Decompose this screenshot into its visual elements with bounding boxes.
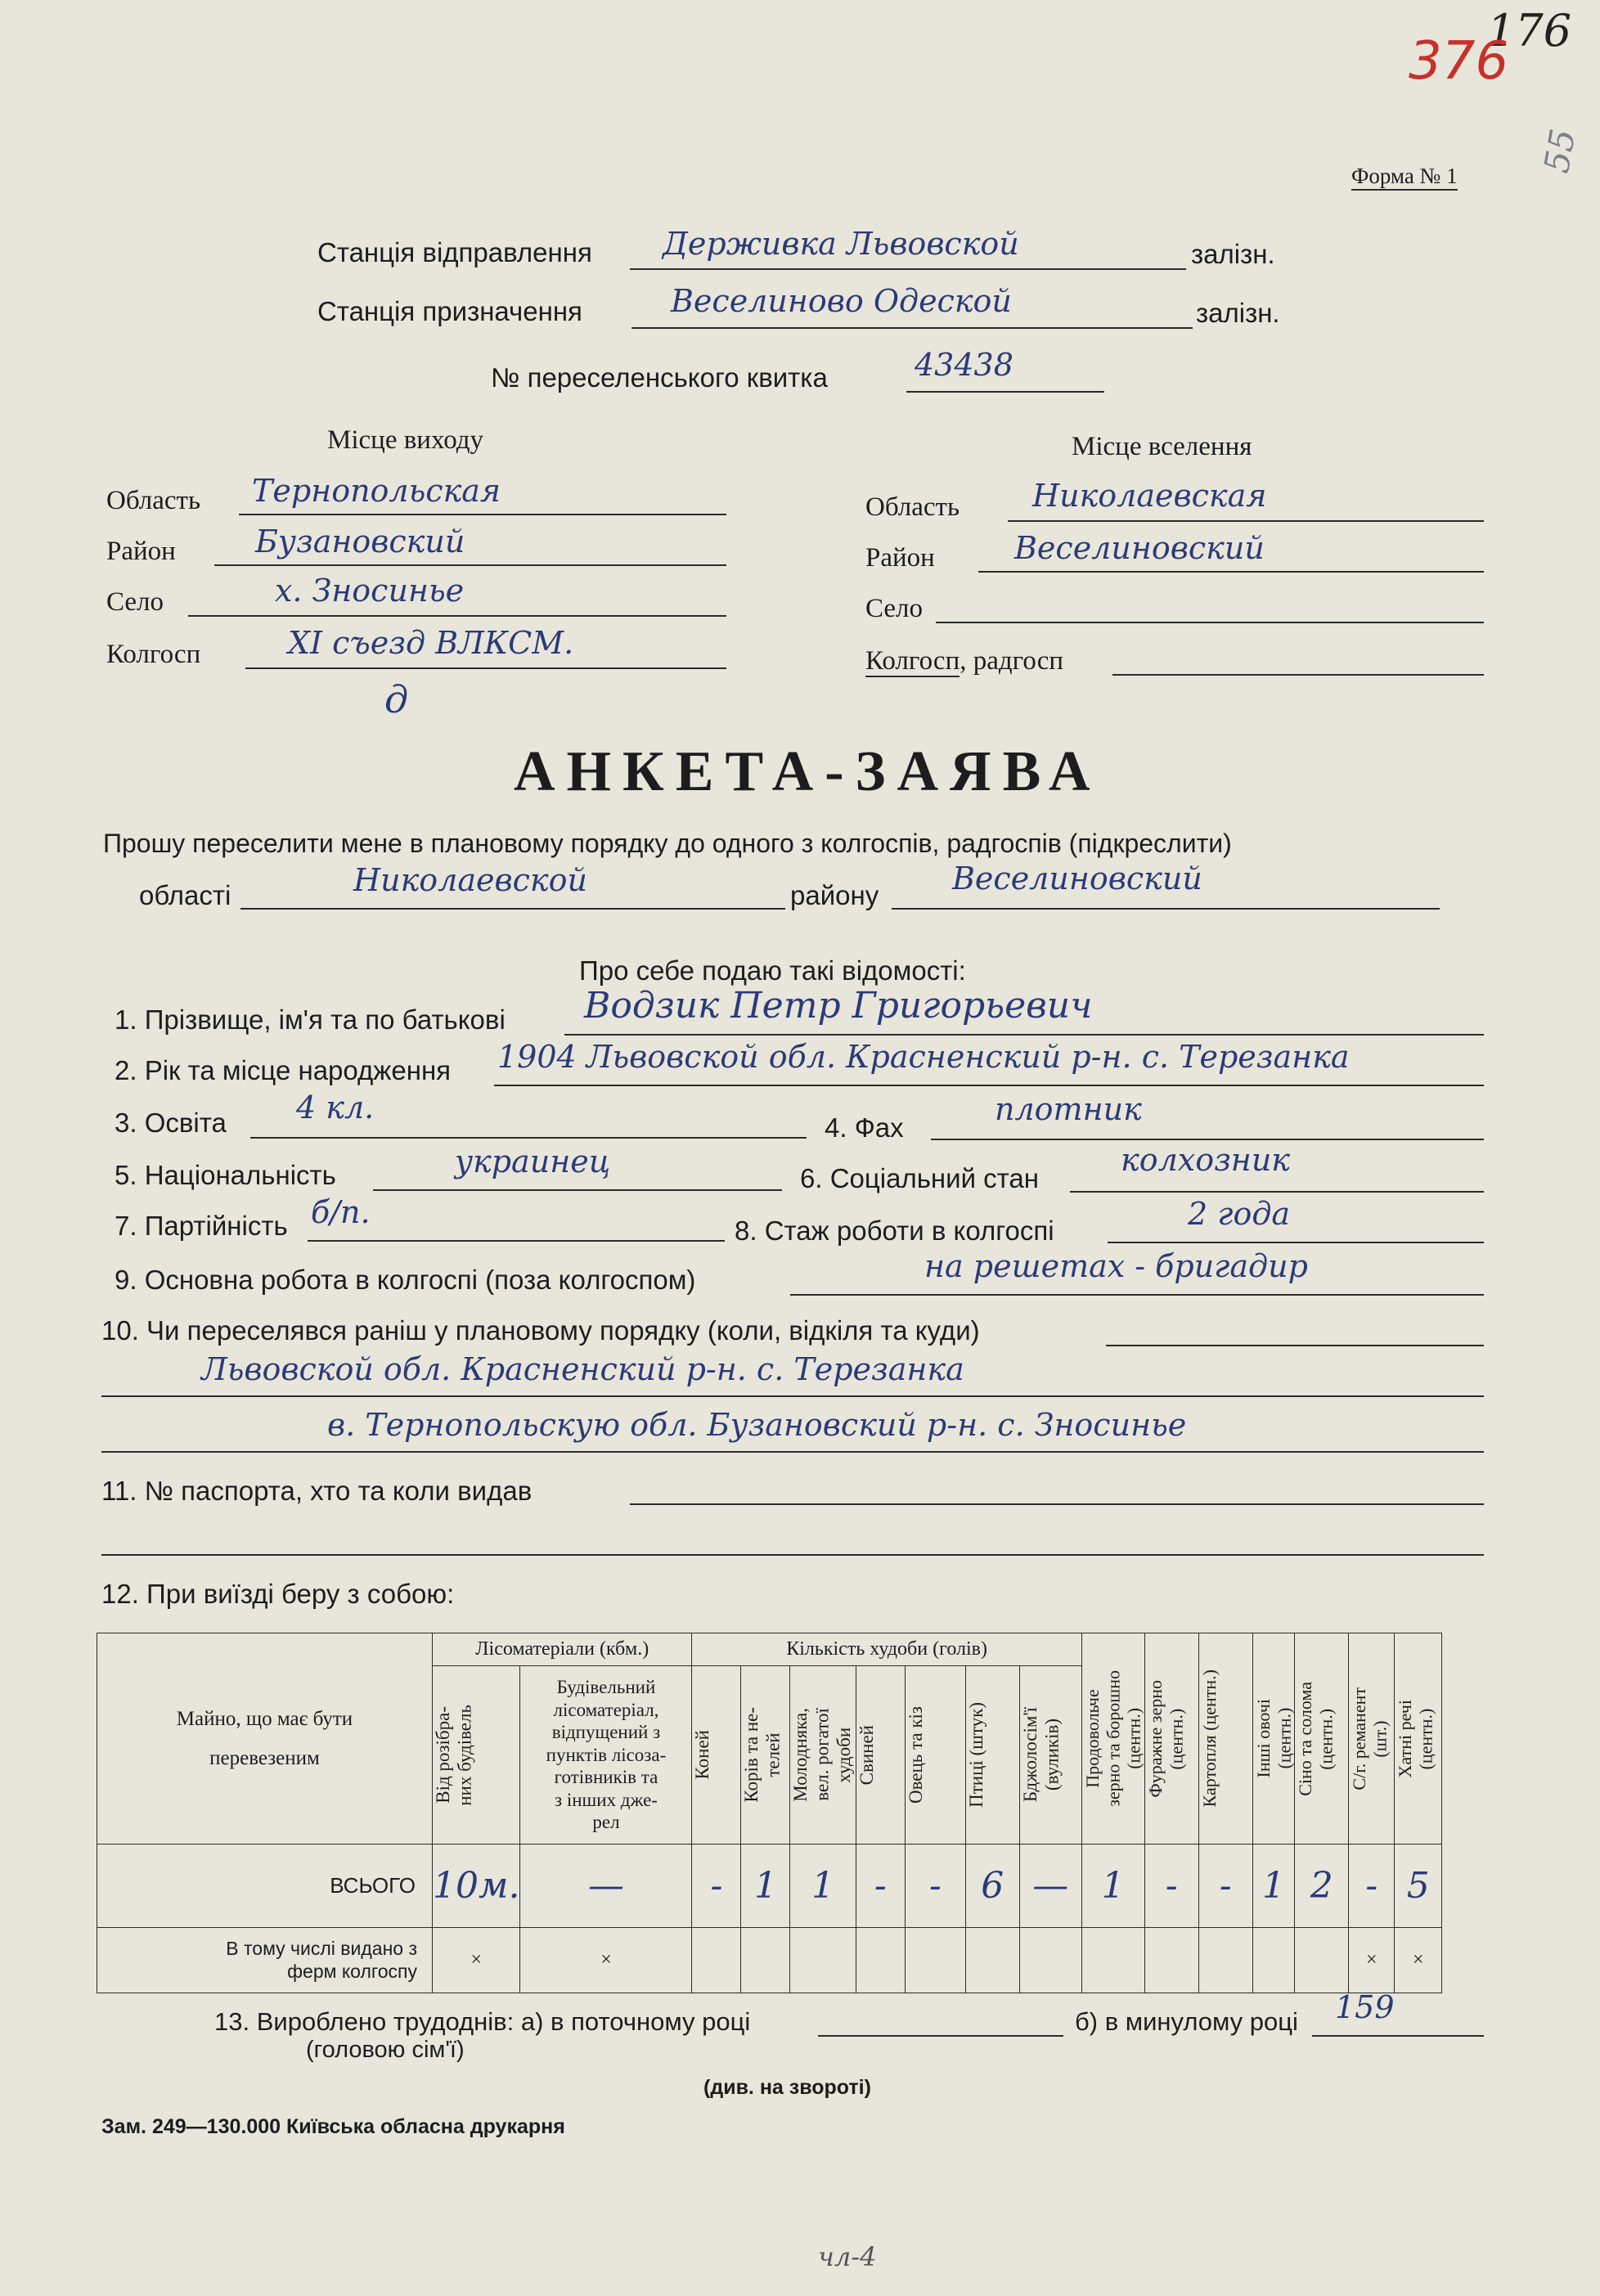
- field10-line2: в. Тернопольскую обл. Бузановский р-н. с. Зносинье: [327, 1407, 1187, 1443]
- settle-oblast-label: Область: [865, 492, 960, 522]
- destination-rail-suffix: залізн.: [1196, 298, 1280, 328]
- settle-radhosp-label: , радгосп: [960, 646, 1064, 676]
- field5-value: украинец: [455, 1144, 611, 1179]
- total-cell: 10м.: [433, 1844, 520, 1928]
- col-bees: Бджолосім'ї (вуликів): [1019, 1666, 1081, 1844]
- settle-raion-value: Веселиновский: [1014, 530, 1265, 566]
- field11-label: 11. № паспорта, хто та коли видав: [101, 1476, 533, 1506]
- field10-label: 10. Чи переселявся раніш у плановому порядку (коли, відкіля та куди): [101, 1315, 980, 1346]
- field9-label: 9. Основна робота в колгоспі (поза колгоспом): [115, 1265, 696, 1295]
- workdays-label: 13. Вироблено трудоднів: а) в поточному році: [214, 2007, 751, 2036]
- archive-number-red: 376: [1409, 31, 1509, 92]
- group-lumber: Лісоматеріали (кбм.): [433, 1633, 692, 1666]
- field6-label: 6. Соціальний стан: [800, 1163, 1039, 1193]
- settle-kolhosp-underlined: Колгосп: [865, 646, 960, 676]
- col-cows: Корів та не- телей: [741, 1666, 790, 1844]
- farm-cell: [1019, 1928, 1081, 1993]
- col-poultry: Птиці (штук): [965, 1666, 1019, 1844]
- field2-label: 2. Рік та місце народження: [115, 1055, 452, 1085]
- col-food-grain: Продовольче зерно та борошно (центн.): [1081, 1633, 1144, 1844]
- settle-oblast-value: Николаевская: [1032, 478, 1267, 514]
- total-cell: -: [905, 1844, 965, 1928]
- farm-cell: [856, 1928, 905, 1993]
- settle-kolhosp-label: [865, 646, 1063, 676]
- request-raion-label: району: [790, 880, 879, 910]
- departure-rail-suffix: залізн.: [1191, 239, 1275, 269]
- exit-selo-value: х. Зносинье: [275, 573, 465, 609]
- field4-label: 4. Фах: [825, 1112, 904, 1143]
- field1-value: Водзик Петр Григорьевич: [584, 985, 1093, 1027]
- settle-selo-label: Село: [865, 594, 924, 623]
- exit-kolhosp-label: Колгосп: [106, 640, 201, 669]
- total-cell: 1: [1252, 1844, 1295, 1928]
- exit-raion-value: Бузановский: [255, 523, 465, 559]
- farm-cell: [965, 1928, 1019, 1993]
- settle-raion-label: Район: [865, 543, 935, 573]
- exit-raion-label: Район: [106, 537, 176, 566]
- total-cell: 5: [1395, 1844, 1442, 1928]
- destination-station-label: Станція призначення: [317, 296, 582, 326]
- total-cell: 1: [1081, 1844, 1144, 1928]
- field10-line1: Львовской обл. Красненский р-н. с. Терезанка: [201, 1351, 964, 1387]
- destination-station-value: Веселиново Одеской: [671, 283, 1012, 319]
- see-back-note: (див. на звороті): [703, 2076, 871, 2099]
- farm-cell: ×: [433, 1928, 520, 1993]
- row-total: [97, 1844, 1442, 1928]
- workdays-prev-label: б) в минулому році: [1075, 2007, 1298, 2036]
- form-number: Форма № 1: [1351, 164, 1458, 191]
- field4-value: плотник: [995, 1091, 1142, 1127]
- belongings-table: [97, 1633, 1442, 1993]
- workdays-sub: (головою сім'ї): [306, 2037, 465, 2063]
- row-total-label: ВСЬОГО: [97, 1844, 433, 1928]
- col-dismantled: Від розібра- них будівель: [433, 1666, 520, 1844]
- column-property: Майно, що має бути перевезеним: [97, 1633, 433, 1844]
- farm-cell: [692, 1928, 741, 1993]
- field2-value: 1904 Львовской обл. Красненский р-н. с. Терезанка: [497, 1039, 1350, 1075]
- farm-cell: [905, 1928, 965, 1993]
- farm-cell: [1198, 1928, 1252, 1993]
- info-heading: Про себе подаю такі відомості:: [579, 955, 966, 986]
- col-horses: Коней: [692, 1666, 741, 1844]
- farm-cell: [790, 1928, 856, 1993]
- col-tools: С/г. реманент (шт.): [1349, 1633, 1395, 1844]
- col-building-lumber: Будівельний лісоматеріал, відпущений з пунктів лісоза- готівників та з інших дже- рел: [520, 1666, 692, 1844]
- field6-value: колхозник: [1121, 1142, 1290, 1178]
- col-sheep: Овець та кіз: [905, 1666, 965, 1844]
- total-cell: -: [1144, 1844, 1198, 1928]
- printer-line: Зам. 249—130.000 Київська обласна друкарня: [101, 2115, 565, 2138]
- farm-cell: [741, 1928, 790, 1993]
- ticket-label: № переселенського квитка: [491, 362, 828, 393]
- field3-value: 4 кл.: [296, 1090, 375, 1126]
- form-title: АНКЕТА-ЗАЯВА: [514, 740, 1102, 803]
- ticket-value: 43438: [915, 347, 1013, 383]
- total-cell: -: [692, 1844, 741, 1928]
- total-cell: -: [1198, 1844, 1252, 1928]
- field3-label: 3. Освіта: [115, 1108, 227, 1138]
- col-young-cattle: Молодняка, вел. рогатої худоби: [790, 1666, 856, 1844]
- col-fodder: Фуражне зерно (центн.): [1144, 1633, 1198, 1844]
- farm-cell: [1295, 1928, 1349, 1993]
- farm-cell: [1081, 1928, 1144, 1993]
- departure-station-label: Станція відправлення: [317, 237, 592, 267]
- request-text: Прошу переселити мене в плановому порядку до одного з колгоспів, радгоспів (підкреслити): [103, 829, 1232, 858]
- row-farm: [97, 1928, 1442, 1993]
- bottom-scribble: чл-4: [818, 2241, 877, 2272]
- total-cell: 1: [790, 1844, 856, 1928]
- field9-value: на решетах - бригадир: [924, 1248, 1308, 1284]
- exit-place-heading: Місце виходу: [327, 425, 484, 455]
- col-vegetables: Інші овочі (центн.): [1252, 1633, 1295, 1844]
- total-cell: —: [1019, 1844, 1081, 1928]
- settle-place-heading: Місце вселення: [1072, 432, 1252, 461]
- total-cell: —: [520, 1844, 692, 1928]
- farm-cell: ×: [1349, 1928, 1395, 1993]
- field7-value: б/п.: [311, 1194, 371, 1230]
- departure-station-value: Держивка Львовской: [663, 226, 1019, 262]
- field1-label: 1. Прізвище, ім'я та по батькові: [115, 1004, 506, 1035]
- col-hay: Сіно та солома (центн.): [1295, 1633, 1349, 1844]
- col-pigs: Свиней: [856, 1666, 905, 1844]
- workdays-prev-value: 159: [1335, 1989, 1395, 2025]
- archive-number-top: 176: [1487, 5, 1572, 56]
- total-cell: 1: [741, 1844, 790, 1928]
- exit-extra-mark: д: [384, 677, 409, 721]
- request-oblast-value: Николаевской: [353, 862, 587, 898]
- farm-cell: [1252, 1928, 1295, 1993]
- field8-value: 2 года: [1188, 1196, 1291, 1232]
- total-cell: 2: [1295, 1844, 1349, 1928]
- farm-cell: [1144, 1928, 1198, 1993]
- request-raion-value: Веселиновский: [952, 860, 1202, 896]
- total-cell: 6: [965, 1844, 1019, 1928]
- request-oblast-label: області: [139, 880, 231, 910]
- col-potato: Картопля (центн.): [1198, 1633, 1252, 1844]
- archive-number-side: 55: [1535, 125, 1584, 177]
- exit-oblast-label: Область: [106, 486, 201, 515]
- col-household: Хатні речі (центн.): [1395, 1633, 1442, 1844]
- total-cell: -: [1349, 1844, 1395, 1928]
- exit-kolhosp-value: ХІ съезд ВЛКСМ.: [288, 625, 574, 661]
- total-cell: -: [856, 1844, 905, 1928]
- farm-cell: ×: [520, 1928, 692, 1993]
- field5-label: 5. Національність: [115, 1160, 336, 1190]
- exit-oblast-value: Тернопольская: [252, 473, 501, 509]
- row-farm-label: В тому числі видано з ферм колгоспу: [97, 1928, 433, 1993]
- field12-label: 12. При виїзді беру з собою:: [101, 1579, 455, 1609]
- group-cattle: Кількість худоби (голів): [692, 1633, 1081, 1666]
- exit-selo-label: Село: [106, 587, 164, 617]
- field7-label: 7. Партійність: [115, 1211, 288, 1241]
- farm-cell: ×: [1395, 1928, 1442, 1993]
- field8-label: 8. Стаж роботи в колгоспі: [735, 1215, 1054, 1246]
